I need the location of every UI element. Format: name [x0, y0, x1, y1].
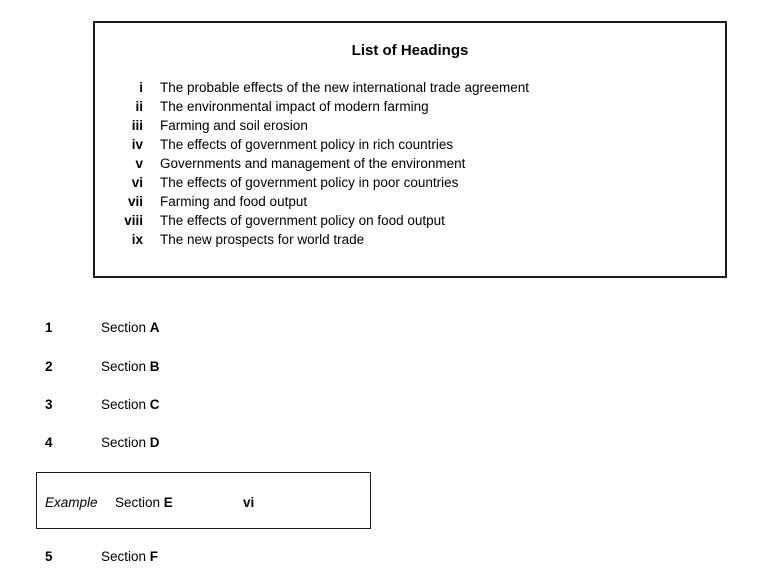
- section-letter: A: [149, 320, 160, 335]
- section-word: Section: [101, 397, 147, 412]
- heading-item: [95, 154, 725, 173]
- heading-numeral: vii: [127, 194, 143, 209]
- question-row-2: [0, 359, 768, 377]
- heading-numeral: viii: [124, 213, 143, 228]
- heading-item: [95, 173, 725, 192]
- example-section: [115, 495, 173, 510]
- heading-numeral: vi: [131, 175, 143, 190]
- example-label: Example: [45, 495, 98, 510]
- headings-title: List of Headings: [351, 42, 469, 59]
- section-letter: C: [149, 397, 160, 412]
- question-number: 5: [45, 549, 53, 564]
- heading-text: The effects of government policy on food output: [160, 213, 445, 228]
- question-label: [101, 549, 158, 564]
- heading-text: Governments and management of the environment: [160, 156, 466, 171]
- section-word: Section: [115, 495, 161, 510]
- heading-numeral: i: [139, 80, 143, 95]
- question-label: [101, 320, 160, 335]
- heading-numeral: v: [135, 156, 143, 171]
- question-number: 2: [45, 359, 53, 374]
- example-box: [36, 472, 371, 529]
- heading-item: [95, 230, 725, 249]
- heading-item: [95, 192, 725, 211]
- question-row-5: [0, 549, 768, 567]
- question-number: 4: [45, 435, 53, 450]
- heading-item: [95, 97, 725, 116]
- heading-text: The effects of government policy in rich countries: [160, 137, 454, 152]
- heading-numeral: ii: [135, 99, 143, 114]
- question-row-4: [0, 435, 768, 453]
- heading-numeral: ix: [131, 232, 143, 247]
- section-word: Section: [101, 320, 147, 335]
- heading-text: The probable effects of the new international trade agreement: [160, 80, 529, 95]
- section-word: Section: [101, 549, 147, 564]
- heading-numeral: iii: [131, 118, 143, 133]
- section-letter: F: [149, 549, 159, 564]
- question-number: 1: [45, 320, 53, 335]
- heading-text: The environmental impact of modern farming: [160, 99, 429, 114]
- section-letter: B: [149, 359, 160, 374]
- heading-text: The effects of government policy in poor countries: [160, 175, 459, 190]
- heading-item: [95, 211, 725, 230]
- heading-text: The new prospects for world trade: [160, 232, 365, 247]
- question-row-1: [0, 320, 768, 338]
- section-letter: D: [149, 435, 160, 450]
- question-label: [101, 435, 160, 450]
- question-label: [101, 359, 160, 374]
- heading-item: [95, 116, 725, 135]
- question-row-3: [0, 397, 768, 415]
- section-word: Section: [101, 359, 147, 374]
- heading-numeral: iv: [131, 137, 143, 152]
- headings-list: [95, 78, 725, 249]
- question-number: 3: [45, 397, 53, 412]
- heading-item: [95, 78, 725, 97]
- heading-text: Farming and food output: [160, 194, 308, 209]
- heading-text: Farming and soil erosion: [160, 118, 308, 133]
- section-word: Section: [101, 435, 147, 450]
- list-of-headings-box: [93, 21, 727, 278]
- question-label: [101, 397, 160, 412]
- section-letter: E: [163, 495, 173, 510]
- example-answer: vi: [243, 495, 255, 510]
- heading-item: [95, 135, 725, 154]
